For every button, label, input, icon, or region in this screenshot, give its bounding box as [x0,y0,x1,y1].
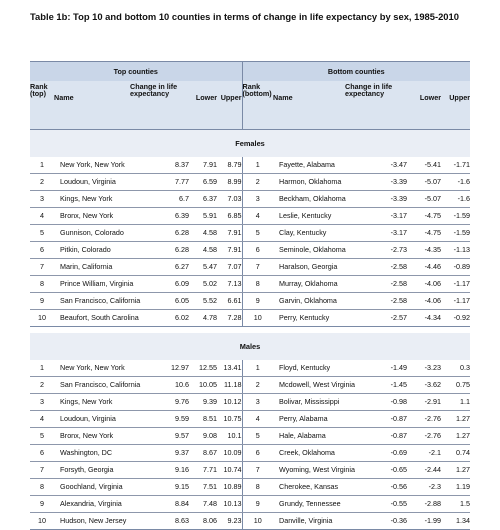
bottom-lower-cell: -2.44 [407,462,441,479]
top-change-cell: 8.84 [130,496,189,513]
bottom-rank-cell: 10 [242,310,273,327]
bottom-change-cell: -3.39 [345,191,407,208]
top-change-cell: 9.37 [130,445,189,462]
top-change-cell: 9.16 [130,462,189,479]
bottom-county-name-cell: Cherokee, Kansas [273,479,345,496]
top-upper-cell: 8.79 [217,157,242,174]
top-upper-cell: 10.75 [217,411,242,428]
bottom-rank-cell: 2 [242,174,273,191]
bottom-county-name-cell: Wyoming, West Virginia [273,462,345,479]
top-upper-cell: 7.07 [217,259,242,276]
top-county-name-cell: Bronx, New York [54,208,130,225]
top-county-name-cell: Gunnison, Colorado [54,225,130,242]
col-lower-top: Lower [189,81,217,130]
bottom-counties-heading: Bottom counties [242,62,470,82]
top-county-name-cell: Beaufort, South Carolina [54,310,130,327]
bottom-lower-cell: -2.3 [407,479,441,496]
bottom-lower-cell: -4.75 [407,208,441,225]
top-lower-cell: 5.91 [189,208,217,225]
bottom-county-name-cell: Haralson, Georgia [273,259,345,276]
top-rank-cell: 3 [30,191,54,208]
bottom-county-name-cell: Garvin, Oklahoma [273,293,345,310]
bottom-upper-cell: 1.5 [441,496,470,513]
bottom-lower-cell: -4.34 [407,310,441,327]
section-label: Females [30,130,470,158]
bottom-rank-cell: 8 [242,479,273,496]
bottom-lower-cell: -5.07 [407,191,441,208]
top-upper-cell: 7.91 [217,225,242,242]
table-body [30,130,470,530]
top-upper-cell: 7.13 [217,276,242,293]
top-change-cell: 9.59 [130,411,189,428]
top-rank-cell: 10 [30,310,54,327]
top-lower-cell: 5.52 [189,293,217,310]
bottom-change-cell: -1.45 [345,377,407,394]
bottom-rank-cell: 6 [242,242,273,259]
top-change-cell: 6.27 [130,259,189,276]
bottom-upper-cell: 1.34 [441,513,470,530]
bottom-county-name-cell: Bolivar, Mississippi [273,394,345,411]
top-lower-cell: 8.67 [189,445,217,462]
top-change-cell: 6.7 [130,191,189,208]
top-rank-cell: 4 [30,208,54,225]
top-rank-cell: 8 [30,479,54,496]
top-counties-heading: Top counties [30,62,242,82]
bottom-upper-cell: -1.6 [441,191,470,208]
top-county-name-cell: Loudoun, Virginia [54,174,130,191]
col-rank-top: Rank (top) [30,81,54,130]
top-lower-cell: 8.06 [189,513,217,530]
table-row [30,242,470,259]
bottom-rank-cell: 1 [242,157,273,174]
top-county-name-cell: Marin, California [54,259,130,276]
top-rank-cell: 10 [30,513,54,530]
table-row [30,174,470,191]
bottom-upper-cell: 1.1 [441,394,470,411]
bottom-change-cell: -0.69 [345,445,407,462]
bottom-change-cell: -0.55 [345,496,407,513]
bottom-upper-cell: 1.27 [441,411,470,428]
column-header-row [30,81,470,130]
col-name-top: Name [54,81,130,130]
bottom-upper-cell: -1.59 [441,208,470,225]
top-rank-cell: 7 [30,259,54,276]
bottom-change-cell: -0.87 [345,428,407,445]
bottom-rank-cell: 8 [242,276,273,293]
section-row [30,333,470,360]
top-county-name-cell: Kings, New York [54,394,130,411]
top-county-name-cell: New York, New York [54,360,130,377]
top-county-name-cell: Alexandria, Virginia [54,496,130,513]
top-upper-cell: 9.23 [217,513,242,530]
bottom-county-name-cell: Perry, Alabama [273,411,345,428]
bottom-change-cell: -2.57 [345,310,407,327]
bottom-county-name-cell: Murray, Oklahoma [273,276,345,293]
bottom-lower-cell: -3.23 [407,360,441,377]
top-upper-cell: 10.09 [217,445,242,462]
top-lower-cell: 9.39 [189,394,217,411]
top-lower-cell: 4.58 [189,242,217,259]
bottom-county-name-cell: Clay, Kentucky [273,225,345,242]
bottom-lower-cell: -4.46 [407,259,441,276]
top-change-cell: 6.09 [130,276,189,293]
bottom-lower-cell: -5.07 [407,174,441,191]
table-row [30,496,470,513]
bottom-change-cell: -1.49 [345,360,407,377]
bottom-lower-cell: -2.88 [407,496,441,513]
col-upper-bottom: Upper [441,81,470,130]
top-lower-cell: 5.02 [189,276,217,293]
group-header-row [30,62,470,82]
top-upper-cell: 10.74 [217,462,242,479]
bottom-county-name-cell: Fayette, Alabama [273,157,345,174]
bottom-rank-cell: 4 [242,411,273,428]
bottom-rank-cell: 2 [242,377,273,394]
bottom-upper-cell: -0.89 [441,259,470,276]
top-upper-cell: 6.85 [217,208,242,225]
top-rank-cell: 7 [30,462,54,479]
top-lower-cell: 7.71 [189,462,217,479]
table-row [30,377,470,394]
bottom-change-cell: -3.17 [345,208,407,225]
bottom-change-cell: -2.58 [345,293,407,310]
bottom-rank-cell: 3 [242,394,273,411]
top-lower-cell: 6.59 [189,174,217,191]
top-lower-cell: 7.48 [189,496,217,513]
table-row [30,310,470,327]
top-rank-cell: 1 [30,360,54,377]
bottom-lower-cell: -4.35 [407,242,441,259]
col-upper-top: Upper [217,81,242,130]
top-change-cell: 12.97 [130,360,189,377]
top-change-cell: 6.02 [130,310,189,327]
top-rank-cell: 3 [30,394,54,411]
bottom-change-cell: -0.87 [345,411,407,428]
top-upper-cell: 7.03 [217,191,242,208]
col-change-top: Change in life expectancy [130,81,189,130]
top-change-cell: 6.28 [130,225,189,242]
table-row [30,428,470,445]
top-rank-cell: 9 [30,496,54,513]
bottom-rank-cell: 6 [242,445,273,462]
top-lower-cell: 7.51 [189,479,217,496]
col-rank-bottom: Rank (bottom) [242,81,273,130]
bottom-county-name-cell: Hale, Alabama [273,428,345,445]
top-county-name-cell: Hudson, New Jersey [54,513,130,530]
bottom-rank-cell: 10 [242,513,273,530]
top-lower-cell: 10.05 [189,377,217,394]
bottom-lower-cell: -1.99 [407,513,441,530]
table-row [30,445,470,462]
bottom-rank-cell: 9 [242,496,273,513]
top-lower-cell: 12.55 [189,360,217,377]
bottom-change-cell: -0.65 [345,462,407,479]
bottom-county-name-cell: Leslie, Kentucky [273,208,345,225]
bottom-upper-cell: 1.27 [441,462,470,479]
bottom-rank-cell: 7 [242,259,273,276]
life-expectancy-table [30,61,470,530]
bottom-change-cell: -3.17 [345,225,407,242]
top-change-cell: 10.6 [130,377,189,394]
bottom-lower-cell: -4.06 [407,276,441,293]
top-upper-cell: 10.1 [217,428,242,445]
bottom-lower-cell: -4.75 [407,225,441,242]
bottom-lower-cell: -2.91 [407,394,441,411]
bottom-upper-cell: -1.17 [441,293,470,310]
bottom-change-cell: -2.58 [345,276,407,293]
bottom-upper-cell: -0.92 [441,310,470,327]
top-county-name-cell: Kings, New York [54,191,130,208]
bottom-upper-cell: 0.74 [441,445,470,462]
top-lower-cell: 8.51 [189,411,217,428]
bottom-county-name-cell: Grundy, Tennessee [273,496,345,513]
top-upper-cell: 10.89 [217,479,242,496]
bottom-upper-cell: -1.13 [441,242,470,259]
top-county-name-cell: Washington, DC [54,445,130,462]
bottom-county-name-cell: Creek, Oklahoma [273,445,345,462]
table-row [30,259,470,276]
table-row [30,157,470,174]
top-county-name-cell: Loudoun, Virginia [54,411,130,428]
top-upper-cell: 8.99 [217,174,242,191]
table-row [30,394,470,411]
top-change-cell: 8.63 [130,513,189,530]
bottom-lower-cell: -4.06 [407,293,441,310]
bottom-county-name-cell: Danville, Virginia [273,513,345,530]
bottom-upper-cell: -1.6 [441,174,470,191]
col-name-bottom: Name [273,81,345,130]
top-rank-cell: 4 [30,411,54,428]
bottom-change-cell: -3.39 [345,174,407,191]
bottom-county-name-cell: Seminole, Oklahoma [273,242,345,259]
top-change-cell: 6.05 [130,293,189,310]
top-rank-cell: 6 [30,242,54,259]
bottom-county-name-cell: Perry, Kentucky [273,310,345,327]
top-upper-cell: 7.91 [217,242,242,259]
top-rank-cell: 2 [30,174,54,191]
table-row [30,293,470,310]
top-rank-cell: 5 [30,428,54,445]
top-lower-cell: 9.08 [189,428,217,445]
col-lower-bottom: Lower [407,81,441,130]
bottom-upper-cell: 0.75 [441,377,470,394]
bottom-change-cell: -0.36 [345,513,407,530]
top-county-name-cell: San Francisco, California [54,377,130,394]
top-lower-cell: 4.78 [189,310,217,327]
top-county-name-cell: Bronx, New York [54,428,130,445]
bottom-rank-cell: 3 [242,191,273,208]
top-rank-cell: 5 [30,225,54,242]
bottom-lower-cell: -2.76 [407,411,441,428]
top-lower-cell: 4.58 [189,225,217,242]
top-lower-cell: 5.47 [189,259,217,276]
top-lower-cell: 6.37 [189,191,217,208]
bottom-change-cell: -2.73 [345,242,407,259]
bottom-upper-cell: -1.59 [441,225,470,242]
top-change-cell: 9.57 [130,428,189,445]
bottom-change-cell: -0.56 [345,479,407,496]
top-rank-cell: 2 [30,377,54,394]
section-row [30,130,470,158]
top-upper-cell: 6.61 [217,293,242,310]
bottom-change-cell: -0.98 [345,394,407,411]
bottom-rank-cell: 7 [242,462,273,479]
top-county-name-cell: Pitkin, Colorado [54,242,130,259]
top-county-name-cell: New York, New York [54,157,130,174]
bottom-rank-cell: 9 [242,293,273,310]
table-row [30,462,470,479]
top-change-cell: 9.76 [130,394,189,411]
top-change-cell: 9.15 [130,479,189,496]
top-upper-cell: 10.12 [217,394,242,411]
top-lower-cell: 7.91 [189,157,217,174]
bottom-rank-cell: 5 [242,428,273,445]
bottom-lower-cell: -2.1 [407,445,441,462]
bottom-change-cell: -2.58 [345,259,407,276]
table-title: Table 1b: Top 10 and bottom 10 counties in terms of change in life expectancy by sex, 1985-2010 [30,11,459,22]
section-label: Males [30,333,470,360]
table-row [30,208,470,225]
top-change-cell: 6.28 [130,242,189,259]
bottom-rank-cell: 1 [242,360,273,377]
bottom-county-name-cell: Harmon, Oklahoma [273,174,345,191]
top-upper-cell: 11.18 [217,377,242,394]
top-change-cell: 8.37 [130,157,189,174]
table-row [30,225,470,242]
top-rank-cell: 6 [30,445,54,462]
col-change-bottom: Change in life expectancy [345,81,407,130]
table-row [30,479,470,496]
table-row [30,276,470,293]
table-row [30,411,470,428]
bottom-upper-cell: 1.27 [441,428,470,445]
top-county-name-cell: Forsyth, Georgia [54,462,130,479]
top-county-name-cell: Prince William, Virginia [54,276,130,293]
top-county-name-cell: San Francisco, California [54,293,130,310]
top-change-cell: 6.39 [130,208,189,225]
bottom-lower-cell: -2.76 [407,428,441,445]
top-rank-cell: 8 [30,276,54,293]
table-row [30,513,470,530]
bottom-upper-cell: -1.71 [441,157,470,174]
bottom-county-name-cell: Mcdowell, West Virginia [273,377,345,394]
table-row [30,191,470,208]
bottom-rank-cell: 5 [242,225,273,242]
bottom-county-name-cell: Floyd, Kentucky [273,360,345,377]
top-county-name-cell: Goochland, Virginia [54,479,130,496]
bottom-upper-cell: 0.3 [441,360,470,377]
bottom-lower-cell: -5.41 [407,157,441,174]
bottom-change-cell: -3.47 [345,157,407,174]
top-upper-cell: 7.28 [217,310,242,327]
bottom-upper-cell: 1.19 [441,479,470,496]
bottom-lower-cell: -3.62 [407,377,441,394]
top-upper-cell: 13.41 [217,360,242,377]
top-rank-cell: 1 [30,157,54,174]
bottom-upper-cell: -1.17 [441,276,470,293]
top-rank-cell: 9 [30,293,54,310]
table-row [30,360,470,377]
top-change-cell: 7.77 [130,174,189,191]
bottom-rank-cell: 4 [242,208,273,225]
top-upper-cell: 10.13 [217,496,242,513]
bottom-county-name-cell: Beckham, Oklahoma [273,191,345,208]
